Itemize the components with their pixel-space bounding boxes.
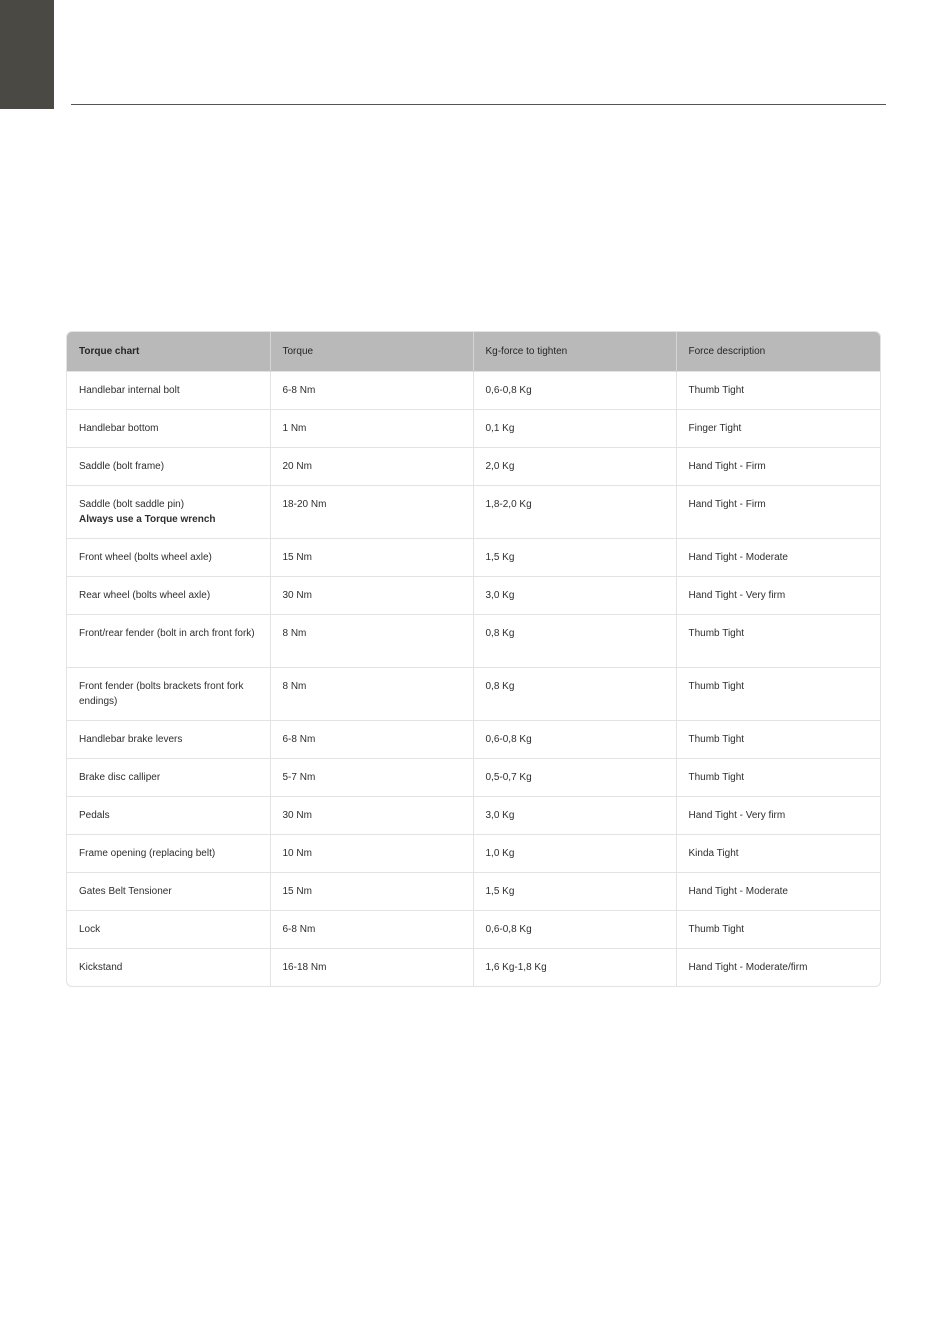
torque-cell: 6-8 Nm xyxy=(270,720,473,758)
table-row xyxy=(67,720,880,758)
table-header-row xyxy=(67,332,880,371)
force-description-cell: Finger Tight xyxy=(676,409,880,447)
torque-cell: 1 Nm xyxy=(270,409,473,447)
part-cell: Saddle (bolt frame) xyxy=(67,447,270,485)
kg-force-cell: 1,8-2,0 Kg xyxy=(473,485,676,538)
table-row xyxy=(67,614,880,667)
table-row xyxy=(67,796,880,834)
part-cell: Handlebar brake levers xyxy=(67,720,270,758)
part-cell: Handlebar internal bolt xyxy=(67,371,270,409)
kg-force-cell: 0,1 Kg xyxy=(473,409,676,447)
torque-cell: 18-20 Nm xyxy=(270,485,473,538)
part-cell: Front wheel (bolts wheel axle) xyxy=(67,538,270,576)
part-cell: Brake disc calliper xyxy=(67,758,270,796)
part-cell: Handlebar bottom xyxy=(67,409,270,447)
kg-force-cell: 1,5 Kg xyxy=(473,538,676,576)
force-description-cell: Hand Tight - Moderate xyxy=(676,538,880,576)
kg-force-cell: 0,6-0,8 Kg xyxy=(473,910,676,948)
table-row xyxy=(67,576,880,614)
part-cell: Lock xyxy=(67,910,270,948)
torque-cell: 10 Nm xyxy=(270,834,473,872)
column-header-torque: Torque xyxy=(270,332,473,371)
torque-cell: 15 Nm xyxy=(270,538,473,576)
torque-cell: 30 Nm xyxy=(270,796,473,834)
torque-chart-table xyxy=(66,331,881,987)
torque-cell: 8 Nm xyxy=(270,614,473,667)
table-row xyxy=(67,910,880,948)
part-cell: Pedals xyxy=(67,796,270,834)
kg-force-cell: 3,0 Kg xyxy=(473,796,676,834)
kg-force-cell: 1,0 Kg xyxy=(473,834,676,872)
force-description-cell: Hand Tight - Moderate/firm xyxy=(676,948,880,986)
force-description-cell: Hand Tight - Firm xyxy=(676,447,880,485)
kg-force-cell: 0,8 Kg xyxy=(473,667,676,720)
force-description-cell: Hand Tight - Firm xyxy=(676,485,880,538)
table-row xyxy=(67,538,880,576)
kg-force-cell: 1,5 Kg xyxy=(473,872,676,910)
force-description-cell: Thumb Tight xyxy=(676,758,880,796)
part-cell xyxy=(67,485,270,538)
torque-cell: 6-8 Nm xyxy=(270,371,473,409)
force-description-cell: Thumb Tight xyxy=(676,910,880,948)
force-description-cell: Thumb Tight xyxy=(676,667,880,720)
table-row xyxy=(67,872,880,910)
kg-force-cell: 2,0 Kg xyxy=(473,447,676,485)
part-label: Saddle (bolt saddle pin) xyxy=(79,498,185,510)
column-header-kg-force: Kg-force to tighten xyxy=(473,332,676,371)
force-description-cell: Kinda Tight xyxy=(676,834,880,872)
torque-cell: 20 Nm xyxy=(270,447,473,485)
column-header-force-description: Force description xyxy=(688,345,766,357)
column-header-torque-chart: Torque chart xyxy=(67,332,270,371)
force-description-cell: Hand Tight - Moderate xyxy=(676,872,880,910)
kg-force-cell: 1,6 Kg-1,8 Kg xyxy=(473,948,676,986)
kg-force-cell: 0,6-0,8 Kg xyxy=(473,371,676,409)
part-cell: Front/rear fender (bolt in arch front fork) xyxy=(67,614,270,667)
kg-force-cell: 0,5-0,7 Kg xyxy=(473,758,676,796)
force-description-cell: Hand Tight - Very firm xyxy=(676,796,880,834)
torque-table xyxy=(67,332,880,986)
kg-force-cell: 3,0 Kg xyxy=(473,576,676,614)
torque-cell: 30 Nm xyxy=(270,576,473,614)
part-cell: Kickstand xyxy=(67,948,270,986)
torque-cell: 15 Nm xyxy=(270,872,473,910)
table-row xyxy=(67,485,880,538)
header-divider xyxy=(71,104,886,105)
table-row xyxy=(67,758,880,796)
part-cell: Gates Belt Tensioner xyxy=(67,872,270,910)
part-cell: Frame opening (replacing belt) xyxy=(67,834,270,872)
part-cell: Front fender (bolts brackets front fork endings) xyxy=(67,667,270,720)
table-row xyxy=(67,371,880,409)
torque-cell: 16-18 Nm xyxy=(270,948,473,986)
torque-cell: 8 Nm xyxy=(270,667,473,720)
part-cell: Rear wheel (bolts wheel axle) xyxy=(67,576,270,614)
force-description-cell: Hand Tight - Very firm xyxy=(676,576,880,614)
table-row xyxy=(67,447,880,485)
table-row xyxy=(67,948,880,986)
torque-cell: 5-7 Nm xyxy=(270,758,473,796)
table-row xyxy=(67,834,880,872)
kg-force-cell: 0,8 Kg xyxy=(473,614,676,667)
table-row xyxy=(67,409,880,447)
force-description-cell: Thumb Tight xyxy=(676,614,880,667)
table-row xyxy=(67,667,880,720)
page-corner-tab xyxy=(0,0,54,109)
torque-wrench-note: Always use a Torque wrench xyxy=(79,513,216,525)
force-description-cell: Thumb Tight xyxy=(676,720,880,758)
torque-cell: 6-8 Nm xyxy=(270,910,473,948)
force-description-cell: Thumb Tight xyxy=(676,371,880,409)
kg-force-cell: 0,6-0,8 Kg xyxy=(473,720,676,758)
